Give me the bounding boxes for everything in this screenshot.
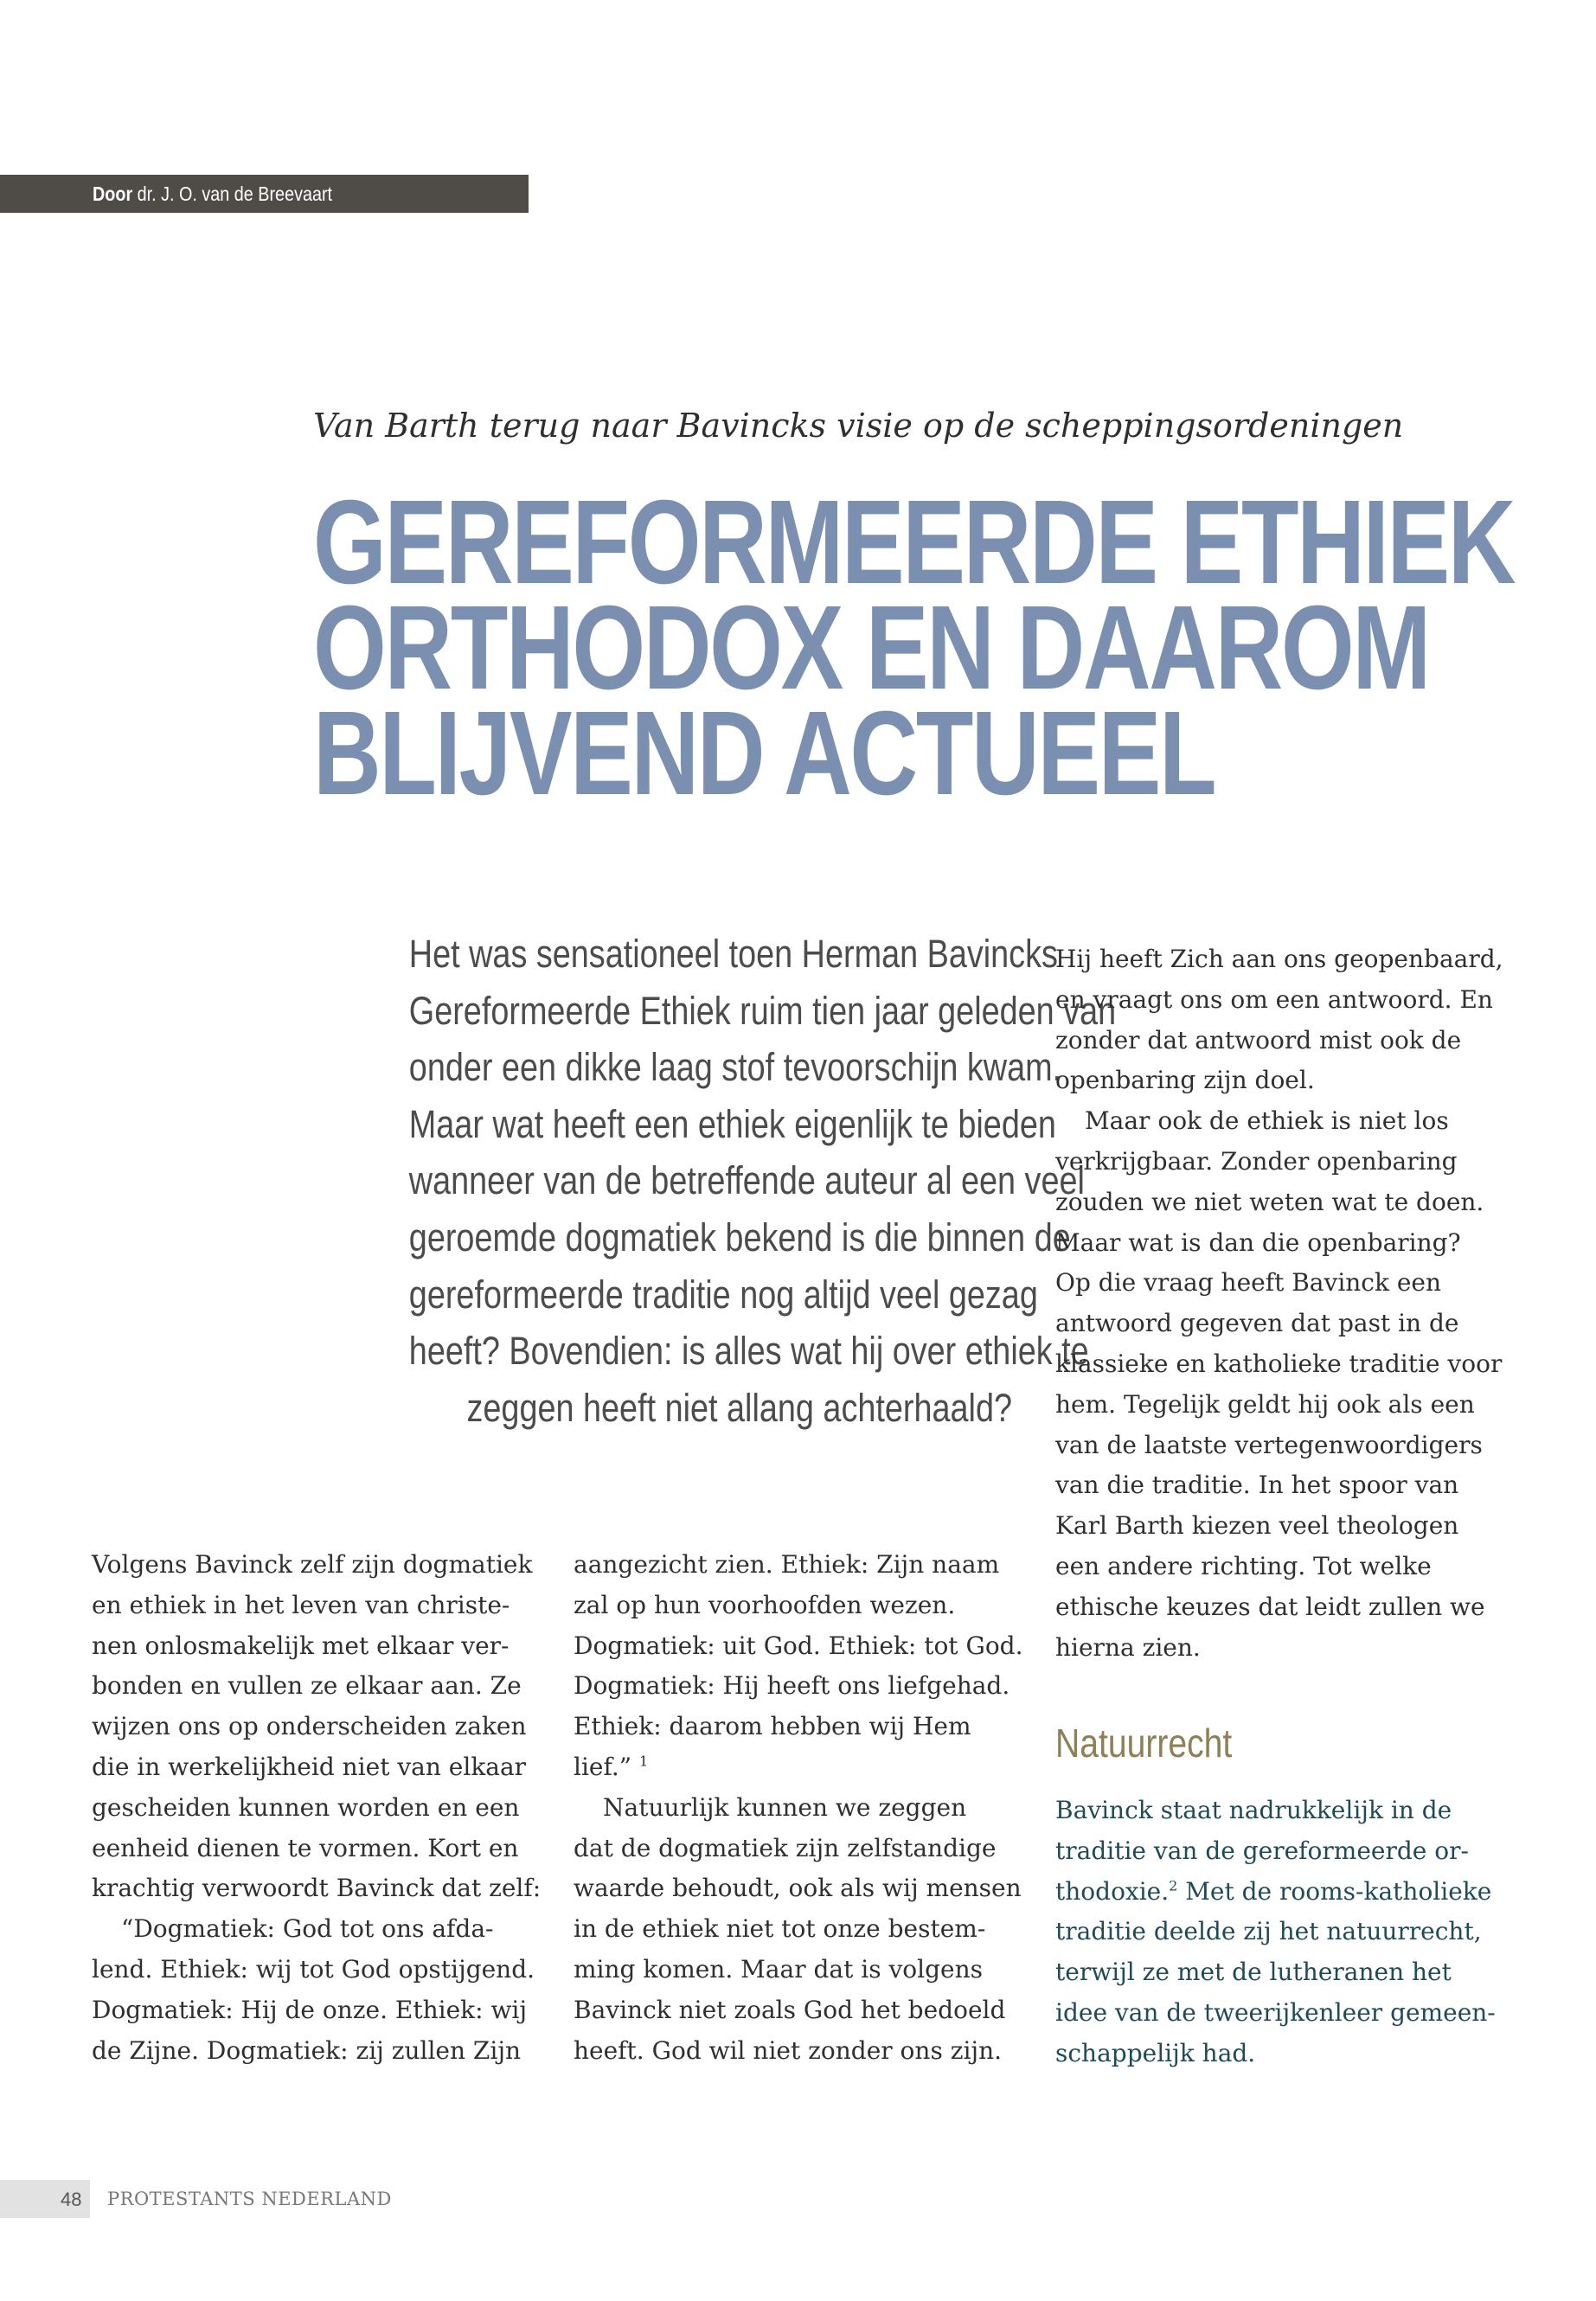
lead-line: wanneer van de betreffende auteur al een veel (408, 1158, 1085, 1203)
text-line: heeft. God wil niet zonder ons zijn. (574, 2035, 1003, 2065)
body-column-1 (92, 1545, 542, 2071)
lead-line: Gereformeerde Ethiek ruim tien jaar geleden van (408, 988, 1117, 1033)
text-line: zonder dat antwoord mist ook de (1055, 1025, 1462, 1054)
text-line: gescheiden kunnen worden en een (92, 1792, 520, 1822)
text-line: Dogmatiek: Hij heeft ons liefgehad. (574, 1671, 1010, 1701)
lead-line: heeft? Bovendien: is alles wat hij over ethiek te (408, 1329, 1089, 1374)
lead-line: zeggen heeft niet allang achterhaald? (466, 1385, 1012, 1430)
text-line: Volgens Bavinck zelf zijn dogmatiek (92, 1550, 533, 1579)
text-line: Dogmatiek: Hij de onze. Ethiek: wij (92, 1995, 528, 2024)
text-line: “Dogmatiek: God tot ons afda- (121, 1914, 494, 1944)
text-line: nen onlosmakelijk met elkaar ver- (92, 1631, 510, 1660)
author-line (93, 175, 332, 213)
footnote-marker[interactable]: 2 (1169, 1877, 1178, 1894)
author-prefix: Door (93, 183, 133, 205)
text-line: hem. Tegelijk geldt hij ook als een (1055, 1389, 1475, 1419)
text-line: Natuurlijk kunnen we zeggen (603, 1792, 967, 1822)
text-line: traditie van de gereformeerde or- (1055, 1836, 1469, 1865)
text-line: klassieke en katholieke traditie voor (1055, 1349, 1503, 1378)
text-line: Dogmatiek: uit God. Ethiek: tot God. (574, 1631, 1023, 1660)
article-subtitle: Van Barth terug naar Bavincks visie op de scheppingsordeningen (313, 407, 1404, 445)
text-line: Hij heeft Zich aan ons geopenbaard, (1055, 945, 1503, 973)
body-column-3 (1055, 939, 1505, 1668)
text-line: van die traditie. In het spoor van (1055, 1471, 1459, 1500)
text-line: aangezicht zien. Ethiek: Zijn naam (574, 1550, 1000, 1579)
text-line: schappelijk had. (1055, 2038, 1256, 2067)
lead-line: onder een dikke laag stof tevoorschijn kwam. (408, 1045, 1062, 1090)
text-line-content: lief.” (574, 1752, 632, 1781)
title-line: BLIJVEND ACTUEEL (313, 687, 1215, 820)
text-line: Karl Barth kiezen veel theologen (1055, 1511, 1459, 1541)
title-line: GEREFORMEERDE ETHIEK (313, 476, 1515, 609)
text-line: verkrijgbaar. Zonder openbaring (1055, 1146, 1458, 1176)
text-line: van de laatste vertegenwoordigers (1055, 1430, 1483, 1459)
lead-paragraph (294, 926, 1117, 1436)
text-line: Maar ook de ethiek is niet los (1085, 1106, 1449, 1136)
page-number: 48 (61, 2189, 82, 2210)
article-title (313, 476, 1576, 820)
magazine-name: PROTESTANTS NEDERLAND (107, 2189, 392, 2209)
author-name: dr. J. O. van de Breevaart (137, 183, 333, 205)
lead-line: geroemde dogmatiek bekend is die binnen de (408, 1215, 1071, 1259)
text-line: en vraagt ons om een antwoord. En (1055, 984, 1493, 1014)
text-line (574, 1747, 1023, 1788)
footnote-marker[interactable]: 1 (638, 1753, 649, 1770)
body-column-3-section (1055, 1791, 1505, 2074)
body-column-2 (574, 1545, 1023, 2071)
text-line: de Zijne. Dogmatiek: zij zullen Zijn (92, 2035, 522, 2065)
text-line: dat de dogmatiek zijn zelfstandige (574, 1833, 997, 1862)
text-line: hierna zien. (1055, 1632, 1201, 1662)
text-line: idee van de tweerijkenleer gemeen- (1055, 1997, 1496, 2027)
text-line: Maar wat is dan die openbaring? (1055, 1227, 1461, 1257)
text-line: terwijl ze met de lutheranen het (1055, 1958, 1452, 1987)
author-bar (0, 175, 529, 213)
text-line: traditie deelde zij het natuurrecht, (1055, 1917, 1482, 1946)
lead-line: Maar wat heeft een ethiek eigenlijk te bieden (408, 1101, 1056, 1146)
text-line: en ethiek in het leven van christe- (92, 1590, 510, 1619)
text-line: Ethiek: daarom hebben wij Hem (574, 1712, 971, 1741)
text-line: antwoord gegeven dat past in de (1055, 1309, 1459, 1338)
text-line: Bavinck staat nadrukkelijk in de (1055, 1796, 1452, 1824)
text-line: zouden we niet weten wat te doen. (1055, 1187, 1484, 1216)
text-line (1055, 1872, 1505, 1913)
text-line: openbaring zijn doel. (1055, 1066, 1315, 1095)
lead-line: Het was sensationeel toen Herman Bavincks (408, 932, 1058, 976)
text-line-content: Met de rooms-katholieke (1177, 1876, 1492, 1906)
text-line: die in werkelijkheid niet van elkaar (92, 1752, 527, 1781)
text-line: zal op hun voorhoofden wezen. (574, 1590, 956, 1619)
text-line: bonden en vullen ze elkaar aan. Ze (92, 1671, 522, 1701)
text-line: eenheid dienen te vormen. Kort en (92, 1833, 519, 1862)
text-line: ethische keuzes dat leidt zullen we (1055, 1592, 1485, 1621)
text-line: krachtig verwoordt Bavinck dat zelf: (92, 1874, 542, 1903)
text-line: wijzen ons op onderscheiden zaken (92, 1712, 527, 1741)
title-line: ORTHODOX EN DAAROM (313, 581, 1429, 715)
section-heading: Natuurrecht (1055, 1721, 1233, 1766)
text-line: ming komen. Maar dat is volgens (574, 1954, 984, 1984)
text-line: een andere richting. Tot welke (1055, 1551, 1432, 1580)
text-line: Bavinck niet zoals God het bedoeld (574, 1995, 1006, 2024)
text-line-content: thodoxie. (1055, 1876, 1170, 1906)
text-line: in de ethiek niet tot onze bestem- (574, 1914, 986, 1944)
lead-line: gereformeerde traditie nog altijd veel gezag (408, 1272, 1038, 1317)
text-line: lend. Ethiek: wij tot God opstijgend. (92, 1954, 535, 1984)
text-line: Op die vraag heeft Bavinck een (1055, 1268, 1442, 1298)
text-line: waarde behoudt, ook als wij mensen (574, 1874, 1022, 1903)
